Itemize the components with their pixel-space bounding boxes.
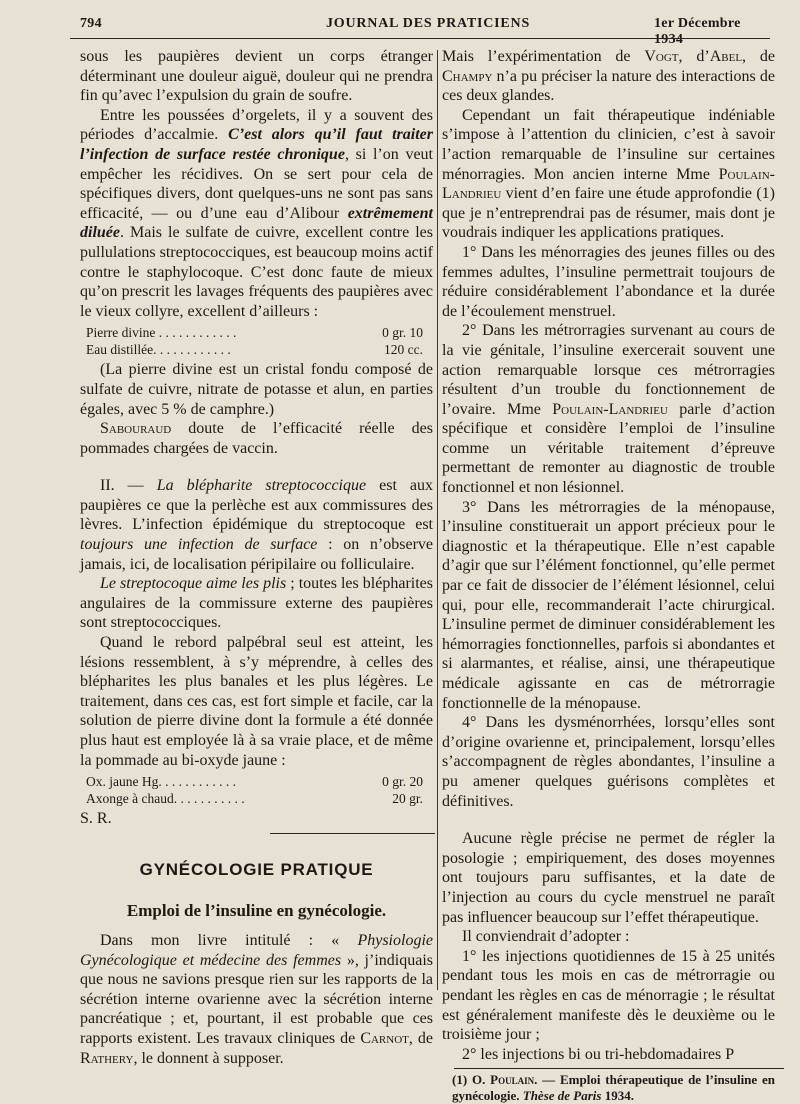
formula-ingredient: Ox. jaune Hg. . . . . . . . . . . . (86, 774, 236, 790)
formula-row (80, 773, 433, 790)
continuation-paragraph (442, 47, 775, 106)
column-divider (437, 50, 438, 990)
article-signature: S. R. (80, 810, 112, 828)
header-rule (70, 38, 770, 39)
article-intro (80, 931, 433, 1068)
sabouraud-text: doute de l’efficacité réelle des pommades chargées de vaccin. (80, 420, 433, 457)
section-ii-paragraph (80, 476, 433, 574)
item-2-paragraph (442, 321, 775, 497)
article-title: Emploi de l’insuline en gynécologie. (126, 901, 387, 921)
item-2-text-1: 2° Dans les métrorragies survenant au cours de la vie génitale, l’insuline exercerait souvent une action remarquable lorsque ces métrorragies résultent d’un trouble du fonctionnement de l’ovaire. Mme (442, 322, 775, 418)
section-ii-text-2: : on n’observe jamais, ici, de localisation péripilaire ou folliculaire. (80, 536, 434, 573)
fait-text-2: vient d’en faire une étude approfondie (1) que je n’entreprendrai pas de résumer, mais dont je voudrais indiquer les applications pratiques. (442, 185, 775, 242)
section-separator (270, 833, 435, 834)
orgelets-text-2: , si l’on veut empêcher les récidives. On se sert pour cela de spécifiques divers, dont quelques-uns ne sont pas sans efficacité, — ou d’une eau d’Alibour (80, 145, 433, 222)
section-ii-text-1: est aux paupières ce que la perlèche est aux commissures des lèvres. L’infection épidémique du streptocoque est (80, 477, 433, 534)
intro-text-4: , le donnent à supposer. (133, 1049, 284, 1067)
continuation-text-3: , de (742, 48, 775, 65)
author-name: Abel (709, 48, 743, 65)
thesis-reference: Thèse de Paris (522, 1088, 602, 1104)
plis-paragraph (80, 574, 433, 633)
orgelets-emphasis: C’est alors qu’il faut traiter l’infection de surface restée chronique (80, 126, 434, 163)
intro-text-2: », j’indiquais que nous ne savions presque rien sur les rapports de la sécrétion interne ovarienne avec la sécrétion interne pancréatique ; et, pourtant, il est probable que ces rapports existent. Les travaux cliniques de (80, 951, 433, 1047)
journal-title: JOURNAL DES PRATICIENS (326, 16, 531, 31)
plis-emphasis: Le streptocoque aime les plis (100, 575, 287, 593)
spacer (80, 458, 433, 476)
author-name: Poulain-Landrieu (442, 165, 775, 203)
sabouraud-paragraph (80, 419, 433, 458)
formula-ingredient: Eau distillée. . . . . . . . . . . . (86, 342, 231, 358)
author-name: Poulain-Landrieu (552, 400, 668, 418)
formula-dose: 0 gr. 20 (382, 774, 423, 790)
formula-row (80, 324, 433, 341)
author-name: Vogt (644, 48, 679, 65)
section-ii-label: II. — (100, 477, 157, 495)
formula-ingredient: Axonge à chaud. . . . . . . . . . . (86, 791, 245, 807)
footnote-text-1: (1) O. (452, 1072, 491, 1088)
formula-row (80, 341, 433, 358)
page-header (70, 12, 770, 47)
left-column (80, 47, 433, 1068)
intro-text-1: Dans mon livre intitulé : « (100, 931, 358, 949)
formula-dose: 20 gr. (392, 791, 423, 807)
formula-pommade (80, 773, 433, 807)
spacer (80, 921, 433, 931)
fait-paragraph (442, 106, 775, 243)
section-ii-title: La blépharite streptococcique (156, 477, 367, 495)
plis-text: ; toutes les blépharites angulaires de la commissure externe des paupières sont streptococciques. (80, 575, 433, 632)
footnote-text-2: . — Emploi thérapeutique de l’insuline en gynécologie. (452, 1072, 775, 1104)
author-name: Carnot (360, 1029, 409, 1047)
author-name: Poulain (490, 1072, 535, 1088)
formula-collyre (80, 324, 433, 358)
rebord-paragraph: Quand le rebord palpébral seul est atteint, les lésions ressemblent, à s’y méprendre, à celles des blépharites les plus banales et les plus légères. Le traitement, dans ces cas, est fort simple et facile, car la solution de pierre divine dont la formule a été donnée plus haut est employée là à sa vraie place, et de même la pommade au bi-oxyde jaune : (80, 634, 433, 769)
orgelets-text-3: . Mais le sulfate de cuivre, excellent contre les pullulations streptococciques, est beaucoup moins actif contre le staphylocoque. C’est donc faute de mieux qu’on prescrit les lavages fréquents des paupières avec le vieux collyre, excellent d’ailleurs : (80, 224, 433, 320)
author-name: Sabouraud (100, 420, 172, 438)
issue-date: 1er Décembre 1934 (654, 16, 741, 47)
formula-row (80, 790, 433, 807)
pierre-divine-note: (La pierre divine est un cristal fondu composé de sulfate de cuivre, nitrate de potasse et alun, en parties égales, avec 5 % de camphre.) (80, 361, 433, 418)
intro-paragraph: sous les paupières devient un corps étranger déterminant une douleur aiguë, douleur qui ne prendra fin qu’avec l’expulsion du grain de soufre. (80, 48, 433, 105)
author-name: Rathery (80, 1049, 134, 1067)
spacer (442, 811, 775, 829)
orgelets-text-1: Entre les poussées d’orgelets, il y a souvent des périodes d’accalmie. (80, 106, 433, 144)
item-4-paragraph: 4° Dans les dysménorrhées, lorsqu’elles sont d’origine ovarienne et, principalement, lorsqu’elles s’accompagnent de règles abondantes, l’insuline a pu amener quelques guérisons complètes et définitives. (442, 714, 775, 810)
right-column (442, 47, 775, 1104)
continuation-text-2: , d’ (678, 48, 710, 65)
section-ii-emphasis: toujours une infection de surface (80, 536, 318, 554)
section-heading: GYNÉCOLOGIE PRATIQUE (139, 859, 374, 879)
regle-paragraph: Aucune règle précise ne permet de régler la posologie ; empiriquement, des doses moyennes ont toujours paru suffisantes, et la date de l’injection au cours du cycle menstruel ne paraît pas influencer beaucoup sur l’effet thérapeutique. (442, 830, 775, 926)
fait-text-1: Cependant un fait thérapeutique indéniable s’impose à l’attention du clinicien, c’est à savoir l’action remarquable de l’insuline sur certaines ménorragies. Mon ancien interne Mme (442, 106, 775, 183)
formula-dose: 120 cc. (384, 342, 423, 358)
adopter-line: Il conviendrait d’adopter : (462, 928, 630, 946)
orgelets-paragraph (80, 106, 433, 322)
item-2-text-2: parle d’action spécifique et considère l’emploi de l’insuline comme un véritable traitement d’épreuve permettant de remonter au diagnostic de trouble fonctionnel et non lésionnel. (442, 400, 775, 497)
footnote-rule (454, 1068, 784, 1069)
continuation-text-1: Mais l’expérimentation de (442, 48, 645, 65)
item-1-paragraph: 1° Dans les ménorragies des jeunes filles ou des femmes adultes, l’insuline permettrait toujours de réduire considérablement l’abondance et la durée de l’écoulement menstruel. (442, 243, 775, 320)
formula-ingredient: Pierre divine . . . . . . . . . . . . (86, 325, 237, 341)
injection-2-paragraph: 2° les injections bi ou tri-hebdomadaires P (462, 1045, 735, 1063)
intro-text-3: , de (408, 1029, 434, 1047)
continuation-text-4: n’a pu préciser la nature des interactions de ces deux glandes. (442, 67, 775, 105)
formula-dose: 0 gr. 10 (382, 325, 423, 341)
footnote-text-3: 1934. (601, 1088, 634, 1104)
footnote (442, 1072, 775, 1104)
orgelets-emphasis-2: extrêmement diluée (80, 204, 433, 242)
injection-1-paragraph: 1° les injections quotidiennes de 15 à 25 unités pendant tous les mois en cas de métrorragie ou pendant les règles en cas de ménorragie ; le résultat est généralement manifeste dès le deuxième ou le troisième jour ; (442, 947, 775, 1044)
book-title: Physiologie Gynécologique et médecine des femmes (80, 931, 433, 969)
author-name: Champy (442, 67, 493, 85)
item-3-paragraph: 3° Dans les métrorragies de la ménopause, l’insuline constituerait un apport précieux pour le diagnostic et la thérapeutique. Elle n’est capable d’agir que sur l’élément fonctionnel, qu’elle permet par ce fait de dissocier de l’élément lésionnel, celui qui, pour elle, recommanderait l’acte chirurgical. L’insuline permet de diminuer considérablement les hémorragies fonctionnelles, parfois si abondantes et si alarmantes, et réalise, ainsi, une thérapeutique médicale agissante en cas de métrorragie fonctionnelle de la ménopause. (442, 498, 775, 712)
page-number: 794 (80, 16, 102, 31)
